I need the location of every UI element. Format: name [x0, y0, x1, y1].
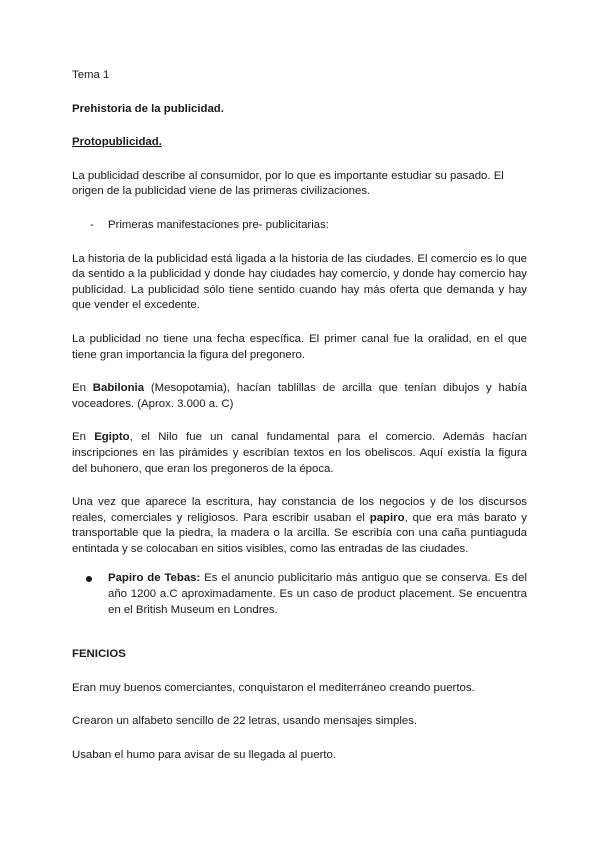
dash-marker: - — [90, 218, 94, 231]
history-paragraph: La historia de la publicidad está ligada a la historia de las ciudades. El comercio es lo que da sentido a la publicidad y donde hay ciudades hay comercio, y donde hay comercio hay publicidad. La publicidad sólo tiene sentido cuando hay más oferta que demanda y hay que vender el excedente. — [72, 252, 527, 312]
babilonia-before: En — [72, 382, 93, 395]
egipto-paragraph — [72, 430, 527, 477]
fenicios-paragraph-2: Crearon un alfabeto sencillo de 22 letras, usando mensajes simples. — [72, 715, 418, 728]
dash-list-text: Primeras manifestaciones pre- publicitarias: — [108, 218, 329, 231]
escritura-before: Una vez que aparece la escritura, hay constancia de los negocios y de los discursos reales, comerciales y religiosos. Para escribir usaban el — [72, 496, 527, 524]
egipto-before: En — [72, 431, 95, 444]
date-paragraph: La publicidad no tiene una fecha específica. El primer canal fue la oralidad, en el que tiene gran importancia la figura del pregonero. — [72, 332, 527, 361]
escritura-bold: papiro — [369, 511, 405, 524]
tebas-bold: Papiro de Tebas: — [108, 572, 201, 585]
babilonia-after: (Mesopotamia), hacían tablillas de arcilla que tenían dibujos y había voceadores. (Aprox. 3.000 a. C) — [72, 382, 527, 410]
bullet-list-item — [72, 571, 527, 618]
babilonia-paragraph — [72, 381, 527, 412]
topic-label: Tema 1 — [72, 69, 110, 81]
section-subtitle: Protopublicidad. — [72, 136, 162, 149]
intro-paragraph: La publicidad describe al consumidor, por lo que es importante estudiar su pasado. El origen de la publicidad viene de las primeras civilizaciones. — [72, 169, 504, 198]
bullet-dot-icon — [86, 576, 92, 582]
fenicios-paragraph-1: Eran muy buenos comerciantes, conquistaron el mediterráneo creando puertos. — [72, 681, 475, 694]
document-page — [72, 68, 527, 764]
document-title: Prehistoria de la publicidad. — [72, 102, 224, 115]
babilonia-bold: Babilonia — [92, 382, 145, 395]
dash-list-item — [72, 218, 527, 234]
egipto-after: , el Nilo fue un canal fundamental para el comercio. Además hacían inscripciones en las pirámides y escribían textos en los obeliscos. Aquí existía la figura del buhonero, que eran los pregoneros de la época. — [72, 431, 527, 475]
escritura-paragraph — [72, 495, 527, 557]
fenicios-heading: FENICIOS — [72, 648, 126, 661]
fenicios-paragraph-3: Usaban el humo para avisar de su llegada al puerto. — [72, 749, 337, 762]
escritura-after: , que era más barato y transportable que la piedra, la madera o la arcilla. Se escribía con una caña puntiaguda entintada y se colocaban en sitios visibles, como las entradas de las ciudades. — [72, 511, 527, 555]
egipto-bold: Egipto — [94, 431, 130, 444]
tebas-after: Es el anuncio publicitario más antiguo que se conserva. Es del año 1200 a.C aproximadamente. Es un caso de product placement. Se encuentra en el British Museum en Londres. — [108, 572, 527, 616]
